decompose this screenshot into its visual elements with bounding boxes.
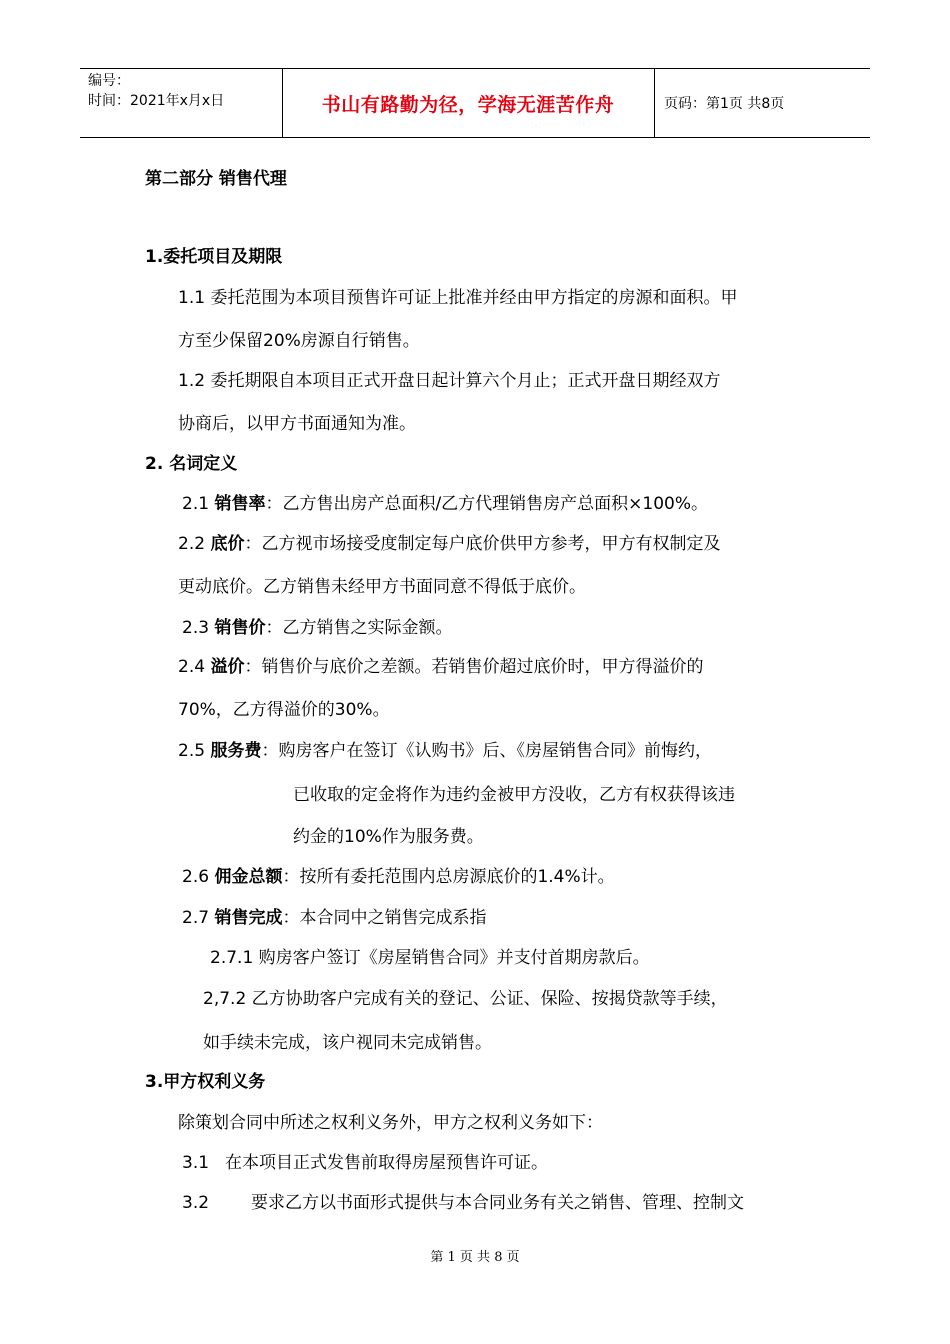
definition-text: ：本合同中之销售完成系指 [282,908,487,928]
definition-2-2-line2: 更动底价。乙方销售未经甲方书面同意不得低于底价。 [178,577,586,597]
page-footer: 第 1 页 共 8 页 [430,1250,520,1265]
definition-2-4 [178,656,703,678]
header-meta [88,71,224,111]
definition-number: 2.5 [178,741,211,761]
definition-text: ：乙方视市场接受度制定每户底价供甲方参考，甲方有权制定及 [244,534,721,554]
definition-number: 2.3 [182,618,215,638]
definition-2-6 [182,866,615,888]
definition-2-1 [182,493,708,515]
definition-2-5-line3: 约金的10%作为服务费。 [293,827,484,847]
heading-1: 1.委托项目及期限 [145,247,283,267]
section-3-intro: 除策划合同中所述之权利义务外，甲方之权利义务如下： [178,1113,603,1133]
definition-2-7-1: 2.7.1 购房客户签订《房屋销售合同》并支付首期房款后。 [210,948,650,968]
clause-3-2-number: 3.2 [182,1193,210,1213]
clause-3-2-text: 要求乙方以书面形式提供与本合同业务有关之销售、管理、控制文 [251,1193,744,1213]
definition-text: ：购房客户在签订《认购书》后、《房屋销售合同》前悔约， [261,741,712,761]
definition-2-5-line2: 已收取的定金将作为违约金被甲方没收，乙方有权获得该违 [293,785,735,805]
definition-2-5 [178,740,712,762]
clause-3-1-text: 在本项目正式发售前取得房屋预售许可证。 [225,1153,548,1173]
definition-2-4-line2: 70%，乙方得溢价的30%。 [178,700,390,720]
clause-3-1-number: 3.1 [182,1153,210,1173]
clause-1-2-line1: 1.2 委托期限自本项目正式开盘日起计算六个月止；正式开盘日期经双方 [178,371,721,391]
definition-2-3 [182,617,452,639]
definition-term: 佣金总额 [214,867,283,887]
definition-term: 销售率 [214,494,266,514]
document-number: 编号： [88,73,130,89]
definition-text: ：乙方销售之实际金额。 [265,618,453,638]
definition-2-7-2-line1: 2,7.2 乙方协助客户完成有关的登记、公证、保险、按揭贷款等手续， [203,989,728,1009]
definition-text: ：按所有委托范围内总房源底价的1.4%计。 [282,867,615,887]
definition-term: 销售完成 [214,908,283,928]
clause-1-1-line2: 方至少保留20%房源自行销售。 [178,331,420,351]
section-title: 第二部分 销售代理 [145,169,287,189]
definition-term: 底价 [210,534,245,554]
header-divider [654,69,655,137]
page-header [80,68,870,138]
definition-number: 2.7 [182,908,215,928]
header-motto: 书山有路勤为径，学海无涯苦作舟 [321,93,615,116]
definition-term: 服务费 [210,741,262,761]
header-page-number: 页码：第1页 共8页 [664,96,785,112]
definition-term: 销售价 [214,618,266,638]
definition-2-2 [178,533,720,555]
definition-number: 2.2 [178,534,211,554]
definition-number: 2.6 [182,867,215,887]
definition-number: 2.4 [178,657,211,677]
heading-3: 3.甲方权利义务 [145,1072,266,1092]
definition-2-7-2-line2: 如手续未完成，该户视同未完成销售。 [203,1033,492,1053]
definition-term: 溢价 [210,657,245,677]
definition-text: ：乙方售出房产总面积/乙方代理销售房产总面积×100%。 [265,494,709,514]
document-date: 时间：2021年x月x日 [88,93,225,109]
definition-2-7 [182,907,486,929]
clause-1-1-line1: 1.1 委托范围为本项目预售许可证上批准并经由甲方指定的房源和面积。甲 [178,288,738,308]
definition-number: 2.1 [182,494,215,514]
heading-2: 2. 名词定义 [145,454,238,474]
definition-text: ：销售价与底价之差额。若销售价超过底价时，甲方得溢价的 [244,657,704,677]
clause-1-2-line2: 协商后，以甲方书面通知为准。 [178,414,416,434]
